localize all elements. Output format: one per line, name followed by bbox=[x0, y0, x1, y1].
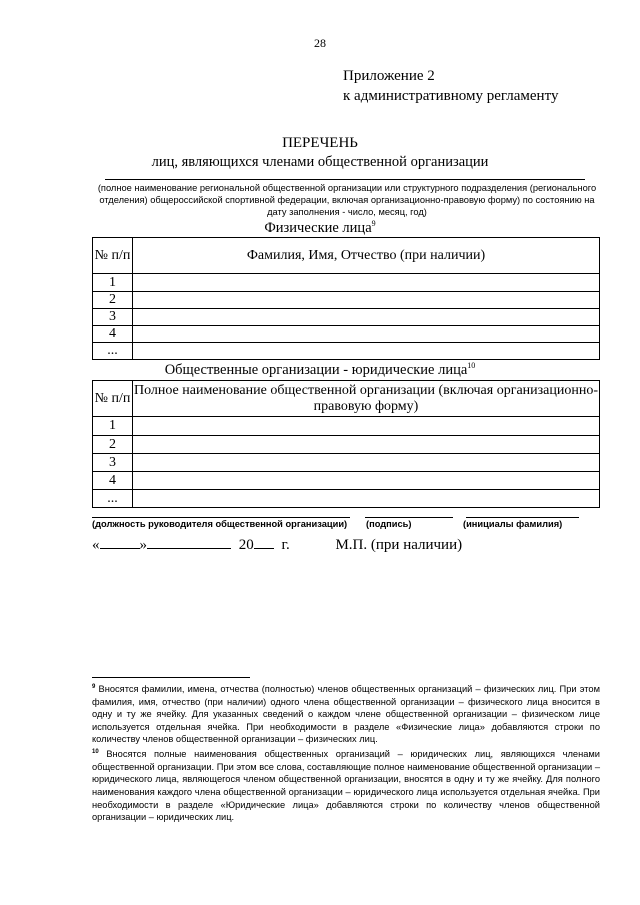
row-number: 4 bbox=[93, 326, 133, 343]
individuals-table bbox=[92, 237, 600, 360]
appendix-line-1: Приложение 2 bbox=[343, 68, 435, 84]
row-number: 1 bbox=[93, 417, 133, 436]
individuals-title-text: Физические лица bbox=[264, 219, 372, 236]
row-number: 1 bbox=[93, 274, 133, 292]
initials-caption: (инициалы фамилия) bbox=[463, 519, 563, 529]
table-row bbox=[93, 292, 600, 309]
footnote-mark: 10 bbox=[92, 749, 99, 756]
table-row bbox=[93, 326, 600, 343]
table-header-row bbox=[93, 238, 600, 274]
header-num: № п/п bbox=[93, 238, 133, 274]
table-row bbox=[93, 309, 600, 326]
legal-entities-title-text: Общественные организации - юридические лица bbox=[164, 361, 468, 378]
appendix-line-2: к административному регламенту bbox=[343, 88, 559, 104]
footnote-text: Вносятся фамилии, имена, отчества (полностью) членов общественных организаций – физических лиц. При этом фамилия, имя, отчество (при наличии) одного члена общественной организации – физического лица вносится в одну и ту же ячейку. Для указанных сведений о каждом члене общественной организации – физическом лице используется отдельная ячейка. При необходимости в разделе «Физические лица» добавляются строки по количеству членов общественной организации – физических лиц. bbox=[92, 684, 600, 745]
organization-name-line[interactable] bbox=[105, 179, 585, 180]
organization-name-cell[interactable] bbox=[133, 436, 600, 454]
footnote-mark: 9 bbox=[92, 684, 96, 690]
individuals-section-title bbox=[0, 219, 640, 237]
date-month-blank[interactable] bbox=[147, 535, 231, 549]
row-number: 2 bbox=[93, 436, 133, 454]
table-row bbox=[93, 454, 600, 472]
legal-entities-footnote-ref: 10 bbox=[467, 361, 476, 370]
appendix-header bbox=[343, 66, 558, 106]
organization-name-cell[interactable] bbox=[133, 472, 600, 490]
position-caption: (должность руководителя общественной организации) bbox=[92, 519, 348, 529]
table-row bbox=[93, 343, 600, 360]
document-title: ПЕРЕЧЕНЬ bbox=[282, 135, 358, 151]
row-number: 3 bbox=[93, 309, 133, 326]
footnote-10 bbox=[92, 746, 600, 824]
full-name-cell[interactable] bbox=[133, 274, 600, 292]
date-year-suffix: г. bbox=[281, 537, 290, 553]
date-open-quote: « bbox=[92, 537, 100, 553]
date-line bbox=[92, 535, 462, 554]
legal-entities-section-title bbox=[0, 361, 640, 379]
row-number: ... bbox=[93, 490, 133, 508]
full-name-cell[interactable] bbox=[133, 326, 600, 343]
table-header-row bbox=[93, 381, 600, 417]
full-name-cell[interactable] bbox=[133, 343, 600, 360]
table-row bbox=[93, 417, 600, 436]
signature-line[interactable] bbox=[365, 517, 453, 518]
organization-name-hint: (полное наименование региональной общественной организации или структурного подразделения (регионального отделения) общероссийской спортивной федерации, включая организационно-правовую форму) по состоянию на дату заполнения - число, месяц, год) bbox=[97, 183, 597, 217]
table-row bbox=[93, 490, 600, 508]
date-year-prefix: 20 bbox=[238, 537, 254, 553]
footnote-9 bbox=[92, 681, 600, 746]
date-day-blank[interactable] bbox=[100, 535, 140, 549]
position-signature-line[interactable] bbox=[92, 517, 350, 518]
header-organization-name: Полное наименование общественной организации (включая организационно-правовую форму) bbox=[133, 381, 600, 417]
footnote-separator bbox=[92, 677, 250, 678]
page-number: 28 bbox=[314, 36, 326, 50]
row-number: 4 bbox=[93, 472, 133, 490]
table-row bbox=[93, 472, 600, 490]
signature-caption: (подпись) bbox=[366, 519, 412, 529]
full-name-cell[interactable] bbox=[133, 292, 600, 309]
table-row bbox=[93, 274, 600, 292]
stamp-label: М.П. (при наличии) bbox=[335, 537, 463, 553]
organization-name-cell[interactable] bbox=[133, 417, 600, 436]
date-close-quote: » bbox=[139, 537, 147, 553]
row-number: 2 bbox=[93, 292, 133, 309]
header-full-name: Фамилия, Имя, Отчество (при наличии) bbox=[133, 238, 600, 274]
document-subtitle: лиц, являющихся членами общественной организации bbox=[151, 154, 489, 170]
organization-name-cell[interactable] bbox=[133, 490, 600, 508]
header-num: № п/п bbox=[93, 381, 133, 417]
footnotes bbox=[92, 681, 600, 824]
row-number: ... bbox=[93, 343, 133, 360]
organization-name-cell[interactable] bbox=[133, 454, 600, 472]
table-row bbox=[93, 436, 600, 454]
date-year-blank[interactable] bbox=[254, 535, 274, 549]
footnote-text: Вносятся полные наименования общественных организаций – юридических лиц, являющихся членами общественной организации. При этом все слова, составляющие полное наименование общественной организации – юридического лица, являющегося членом общественной организации, вносятся в одну и ту же ячейку. Для полного наименования каждого члена общественной организации – юридического лица используется отдельная ячейка. При необходимости в разделе «Юридические лица» добавляются строки по количеству членов общественной организации – юридических лиц. bbox=[92, 749, 600, 823]
row-number: 3 bbox=[93, 454, 133, 472]
full-name-cell[interactable] bbox=[133, 309, 600, 326]
individuals-footnote-ref: 9 bbox=[371, 219, 376, 228]
legal-entities-table bbox=[92, 380, 600, 508]
initials-signature-line[interactable] bbox=[466, 517, 579, 518]
